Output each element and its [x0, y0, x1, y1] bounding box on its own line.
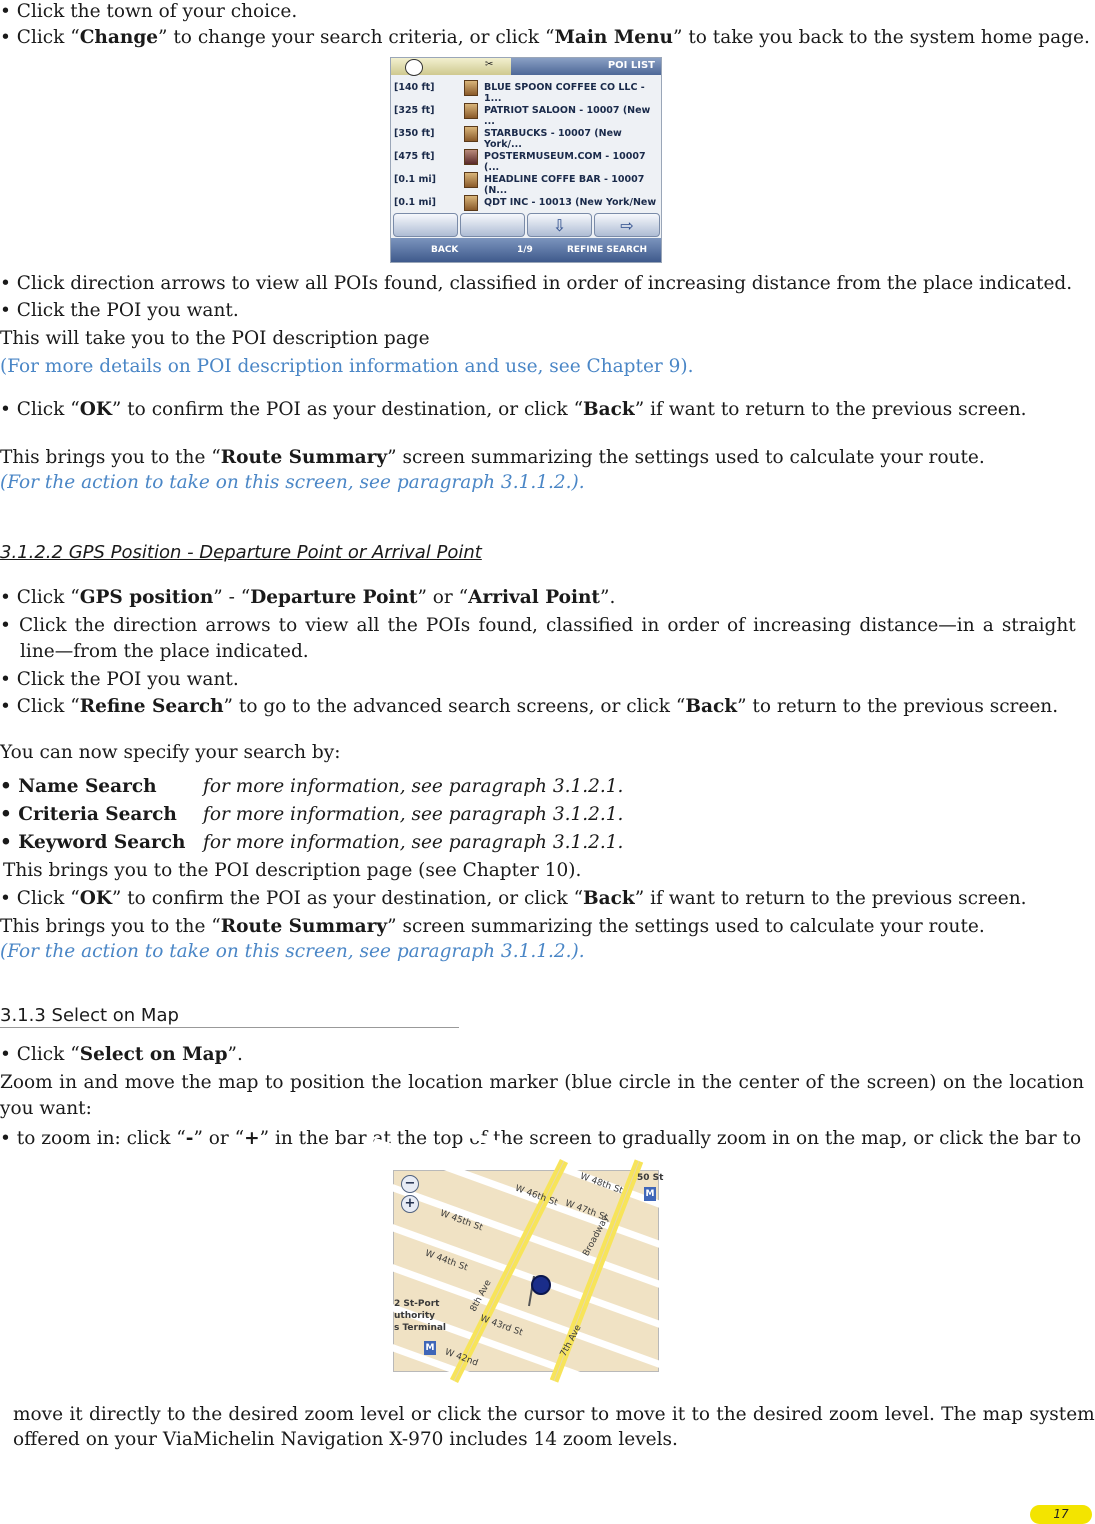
- text: • to zoom in: click “: [0, 1128, 186, 1149]
- bullet-select-on-map: [0, 1043, 243, 1067]
- bold-ok: OK: [79, 888, 112, 909]
- bold-route-summary: Route Summary: [220, 916, 388, 937]
- bullet-click-change: [0, 26, 1090, 50]
- poi-distance: [0.1 mi]: [394, 197, 436, 208]
- coffee-icon: [464, 195, 478, 211]
- back-button[interactable]: BACK: [431, 245, 459, 255]
- poi-row[interactable]: [391, 168, 661, 196]
- text: ” to return to the previous screen.: [737, 696, 1059, 717]
- zoom-out-button[interactable]: −: [401, 1175, 419, 1193]
- bullet-click-ok-2: [0, 887, 1027, 911]
- specify-search-intro: You can now specify your search by:: [0, 742, 341, 763]
- bold-route-summary: Route Summary: [220, 447, 388, 468]
- bold-gps-position: GPS position: [79, 587, 214, 608]
- street-label: W 45th St: [438, 1208, 484, 1234]
- route-summary-text: [0, 446, 985, 470]
- empty-button[interactable]: [460, 213, 525, 237]
- text: • Click “: [0, 696, 80, 717]
- poi-name: PATRIOT SALOON - 10007 (New ...: [484, 105, 651, 127]
- bold-departure-point: Departure Point: [250, 587, 418, 608]
- bold-refine-search: Refine Search: [79, 696, 224, 717]
- poi-name: STARBUCKS - 10007 (New York/...: [484, 128, 622, 150]
- text: • Click “: [0, 27, 80, 48]
- text: ”.: [599, 587, 616, 608]
- terminal-label: 2 St-Port: [394, 1299, 440, 1309]
- bold-plus: +: [244, 1128, 260, 1149]
- text: ” if want to return to the previous screen.: [634, 888, 1027, 909]
- text: ” screen summarizing the settings used to calculate your route.: [387, 916, 985, 937]
- text: ” to take you back to the system home page.: [672, 27, 1090, 48]
- section-heading-gps-position: 3.1.2.2 GPS Position - Departure Point or Arrival Point: [0, 542, 482, 563]
- search-option-note: for more information, see paragraph 3.1.2.1.: [203, 776, 624, 797]
- coffee-icon: [464, 103, 478, 119]
- arrow-down-button[interactable]: [527, 213, 592, 237]
- bold-select-on-map: Select on Map: [79, 1044, 228, 1065]
- location-marker-icon[interactable]: [532, 1276, 550, 1294]
- route-summary-note-2: (For the action to take on this screen, see paragraph 3.1.1.2.).: [0, 941, 585, 962]
- bibendum-icon: [405, 59, 423, 76]
- zoom-in-button[interactable]: +: [401, 1195, 419, 1213]
- zoom-instruction-cont: you want:: [0, 1098, 92, 1119]
- poi-name: POSTERMUSEUM.COM - 10007 (...: [484, 151, 646, 173]
- chapter-9-note: (For more details on POI description information and use, see Chapter 9).: [0, 356, 694, 377]
- terminal-label: s Terminal: [394, 1323, 447, 1333]
- street-label: W 47th St: [563, 1198, 609, 1224]
- bold-change: Change: [79, 27, 159, 48]
- refine-search-button[interactable]: REFINE SEARCH: [567, 245, 648, 255]
- coffee-icon: [464, 126, 478, 142]
- coffee-icon: [464, 172, 478, 188]
- poi-bottom-bar: [391, 238, 661, 262]
- text: ” or “: [417, 587, 469, 608]
- text: • Click “: [0, 399, 80, 420]
- bold-main-menu: Main Menu: [554, 27, 673, 48]
- text: • Click “: [0, 587, 80, 608]
- metro-icon: M: [645, 1189, 655, 1199]
- poi-description-text: This will take you to the POI description page: [0, 328, 430, 349]
- station-label: 50 St: [637, 1173, 664, 1183]
- zoom-instruction: Zoom in and move the map to position the location marker (blue circle in the center of the screen) on the location: [0, 1072, 1085, 1093]
- bullet-refine-search: [0, 695, 1058, 719]
- street-label: W 43rd St: [478, 1313, 524, 1339]
- bullet-direction-arrows: • Click direction arrows to view all POIs found, classified in order of increasing distance from the place indicated.: [0, 273, 1073, 294]
- arrow-down-icon: ⇩: [552, 215, 567, 235]
- text: ” to confirm the POI as your destination, or click “: [111, 888, 584, 909]
- poi-row[interactable]: [391, 99, 661, 127]
- poi-name: BLUE SPOON COFFEE CO LLC - 1...: [484, 82, 645, 104]
- bold-minus: -: [185, 1128, 194, 1149]
- tools-icon: ✂: [485, 59, 494, 70]
- bold-keyword-search: • Keyword Search: [0, 832, 186, 853]
- bold-name-search: • Name Search: [0, 776, 157, 797]
- bullet-click-town: • Click the town of your choice.: [0, 1, 298, 22]
- text: ” to confirm the POI as your destination, or click “: [111, 399, 584, 420]
- street-label: Broadway: [581, 1213, 612, 1259]
- page-number: 17: [1030, 1505, 1092, 1524]
- poi-row[interactable]: [391, 145, 661, 173]
- text: ” or “: [193, 1128, 245, 1149]
- poi-description-chapter-10: This brings you to the POI description page (see Chapter 10).: [3, 860, 582, 881]
- poi-distance: [140 ft]: [394, 82, 435, 93]
- text: ”.: [227, 1044, 243, 1065]
- bold-arrival-point: Arrival Point: [468, 587, 600, 608]
- search-option-name: [0, 775, 623, 799]
- poi-distance: [325 ft]: [394, 105, 435, 116]
- poi-list-screenshot: [390, 57, 662, 263]
- museum-icon: [464, 149, 478, 165]
- bullet-gps-position: [0, 586, 615, 610]
- bold-ok: OK: [79, 399, 112, 420]
- street-label: 7th Ave: [558, 1323, 584, 1359]
- zoom-level-description: move it directly to the desired zoom level or click the cursor to move it to the desired zoom level. The map system: [13, 1404, 1095, 1425]
- street-label: W 48th St: [578, 1171, 624, 1197]
- bullet-click-poi-2: • Click the POI you want.: [0, 669, 239, 690]
- poi-list-title: POI LIST: [607, 60, 655, 71]
- bullet-click-poi: • Click the POI you want.: [0, 300, 239, 321]
- text: This brings you to the “: [0, 447, 221, 468]
- bold-back: Back: [583, 399, 635, 420]
- street-label: 8th Ave: [468, 1278, 494, 1314]
- text: • Click “: [0, 888, 80, 909]
- bold-criteria-search: • Criteria Search: [0, 804, 177, 825]
- bullet-click-ok: [0, 398, 1027, 422]
- poi-row[interactable]: [391, 76, 661, 104]
- bold-back: Back: [685, 696, 738, 717]
- arrow-right-button[interactable]: [594, 213, 660, 237]
- poi-name: QDT INC - 10013 (New York/New: [484, 197, 657, 208]
- text: ” if want to return to the previous screen.: [634, 399, 1027, 420]
- text: ” screen summarizing the settings used to calculate your route.: [387, 447, 985, 468]
- bullet-direction-arrows-2-cont: line—from the place indicated.: [20, 641, 309, 662]
- poi-distance: [350 ft]: [394, 128, 435, 139]
- bullet-zoom-in: [0, 1127, 1081, 1151]
- map-screenshot: [393, 1170, 664, 1372]
- text: • Click “: [0, 1044, 80, 1065]
- text: ” to change your search criteria, or click “: [158, 27, 555, 48]
- search-option-criteria: [0, 803, 623, 827]
- search-option-keyword: [0, 831, 623, 855]
- search-option-note: for more information, see paragraph 3.1.2.1.: [203, 832, 624, 853]
- page-indicator: 1/9: [517, 245, 533, 255]
- arrow-right-icon: ⇨: [620, 215, 634, 235]
- section-heading-select-on-map: 3.1.3 Select on Map: [0, 1005, 459, 1028]
- search-option-note: for more information, see paragraph 3.1.2.1.: [203, 804, 624, 825]
- text: ” to go to the advanced search screens, or click “: [223, 696, 686, 717]
- bullet-direction-arrows-2: • Click the direction arrows to view all the POIs found, classified in order of increasing distance—in a straight: [0, 615, 1076, 636]
- poi-distance: [0.1 mi]: [394, 174, 436, 185]
- empty-button[interactable]: [393, 213, 458, 237]
- street-label: W 44th St: [423, 1248, 469, 1274]
- terminal-label: uthority: [394, 1311, 435, 1321]
- coffee-icon: [464, 80, 478, 96]
- metro-icon: M: [425, 1343, 435, 1353]
- route-summary-text-2: [0, 915, 985, 939]
- street-label: W 42nd: [443, 1347, 480, 1369]
- route-summary-note: (For the action to take on this screen, see paragraph 3.1.1.2.).: [0, 472, 585, 493]
- text: ” in the bar at the top of the screen to gradually zoom in on the map, or click the bar to: [259, 1128, 1082, 1149]
- text: This brings you to the “: [0, 916, 221, 937]
- zoom-level-count: offered on your ViaMichelin Navigation X-970 includes 14 zoom levels.: [13, 1429, 678, 1450]
- poi-row[interactable]: [391, 122, 661, 150]
- bold-back: Back: [583, 888, 635, 909]
- poi-row[interactable]: [391, 191, 661, 213]
- poi-name: HEADLINE COFFE BAR - 10007 (N...: [484, 174, 645, 196]
- poi-distance: [475 ft]: [394, 151, 435, 162]
- street-label: W 46th St: [513, 1183, 559, 1209]
- text: ” - “: [213, 587, 251, 608]
